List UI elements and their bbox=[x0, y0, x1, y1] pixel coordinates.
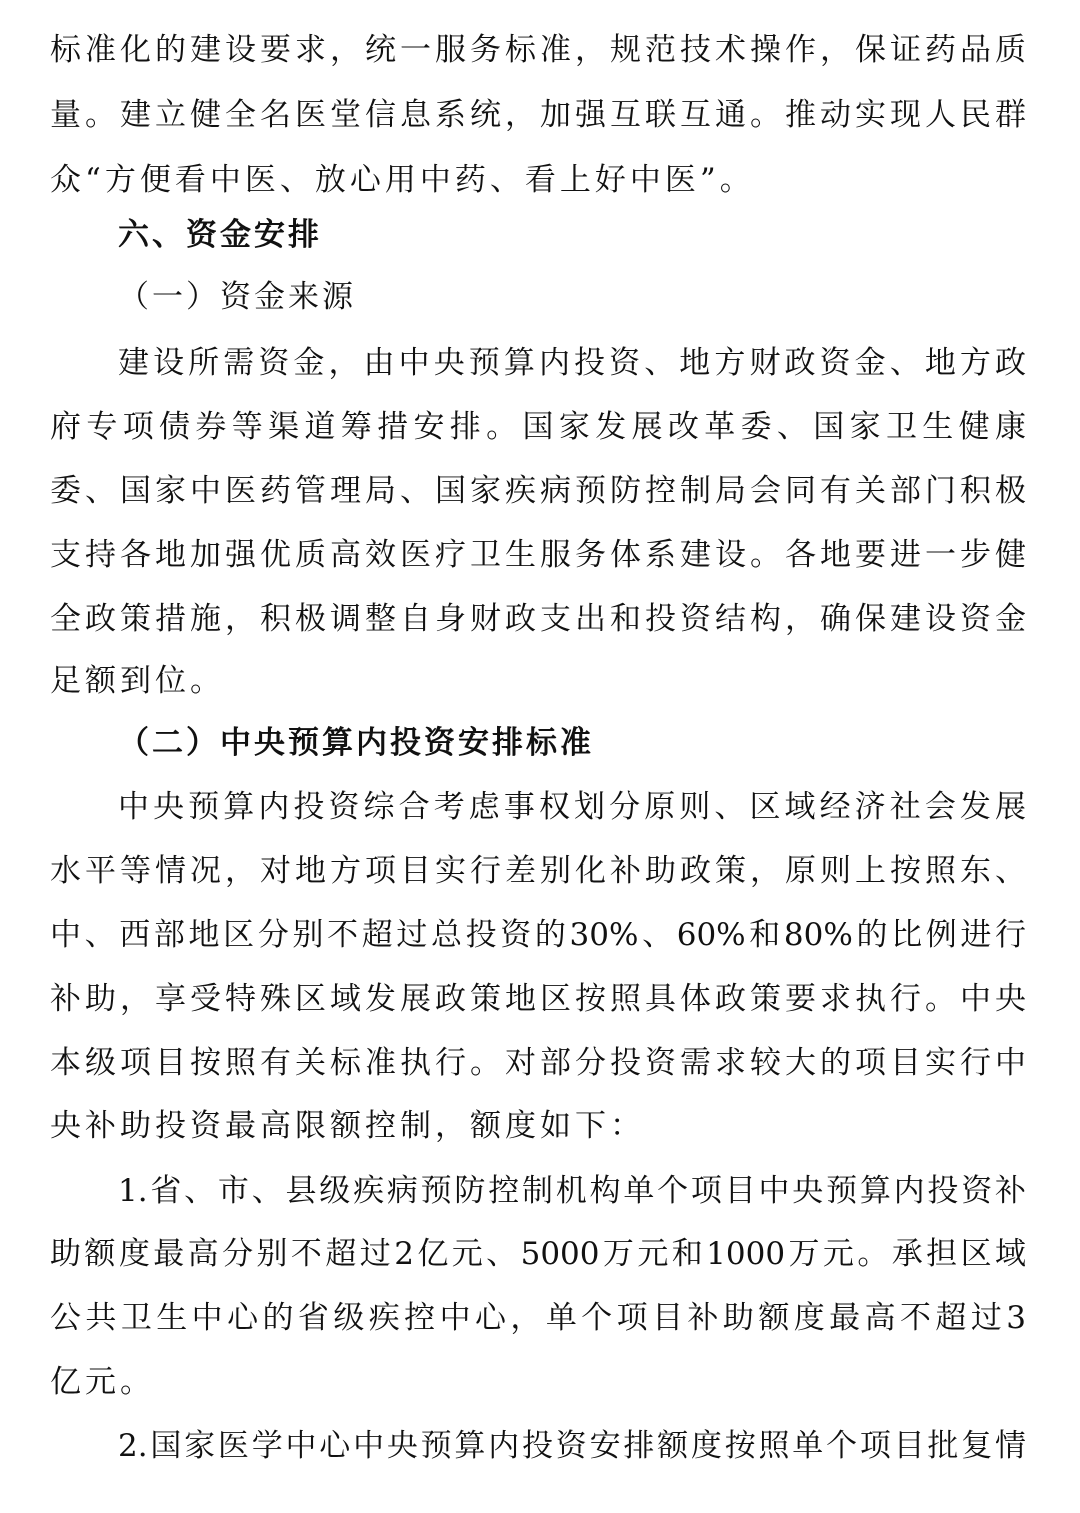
paragraph-line: 足额到位。 bbox=[50, 663, 225, 699]
paragraph-line: 补助，享受特殊区域发展政策地区按照具体政策要求执行。中央 bbox=[50, 981, 1026, 1017]
paragraph-line: 支持各地加强优质高效医疗卫生服务体系建设。各地要进一步健 bbox=[50, 537, 1026, 573]
section-heading: 六、资金安排 bbox=[118, 217, 322, 253]
paragraph-line: 府专项债券等渠道筹措安排。国家发展改革委、国家卫生健康 bbox=[50, 409, 1026, 445]
paragraph-line: 央补助投资最高限额控制，额度如下： bbox=[50, 1108, 645, 1144]
paragraph-line: 标准化的建设要求，统一服务标准，规范技术操作，保证药品质 bbox=[50, 32, 1026, 68]
paragraph-line: 本级项目按照有关标准执行。对部分投资需求较大的项目实行中 bbox=[50, 1045, 1026, 1081]
paragraph-line: 1.省、市、县级疾病预防控制机构单个项目中央预算内投资补 bbox=[118, 1173, 1026, 1209]
subsection-heading: （一）资金来源 bbox=[118, 279, 356, 315]
paragraph-line: 量。建立健全名医堂信息系统，加强互联互通。推动实现人民群 bbox=[50, 97, 1026, 133]
paragraph-line: 全政策措施，积极调整自身财政支出和投资结构，确保建设资金 bbox=[50, 601, 1026, 637]
paragraph-line: 公共卫生中心的省级疾控中心，单个项目补助额度最高不超过3 bbox=[50, 1300, 1026, 1336]
subsection-heading: （二）中央预算内投资安排标准 bbox=[118, 725, 594, 761]
paragraph-line: 委、国家中医药管理局、国家疾病预防控制局会同有关部门积极 bbox=[50, 473, 1026, 509]
paragraph-line: 水平等情况，对地方项目实行差别化补助政策，原则上按照东、 bbox=[50, 853, 1026, 889]
paragraph-line: 中央预算内投资综合考虑事权划分原则、区域经济社会发展 bbox=[118, 789, 1026, 825]
paragraph-line: 助额度最高分别不超过2亿元、5000万元和1000万元。承担区域 bbox=[50, 1236, 1026, 1272]
paragraph-line: 众“方便看中医、放心用中药、看上好中医”。 bbox=[50, 162, 755, 198]
paragraph-line: 中、西部地区分别不超过总投资的30%、60%和80%的比例进行 bbox=[50, 917, 1026, 953]
paragraph-line: 建设所需资金，由中央预算内投资、地方财政资金、地方政 bbox=[118, 345, 1026, 381]
paragraph-line: 亿元。 bbox=[50, 1364, 155, 1400]
paragraph-line: 2.国家医学中心中央预算内投资安排额度按照单个项目批复情 bbox=[118, 1428, 1026, 1464]
